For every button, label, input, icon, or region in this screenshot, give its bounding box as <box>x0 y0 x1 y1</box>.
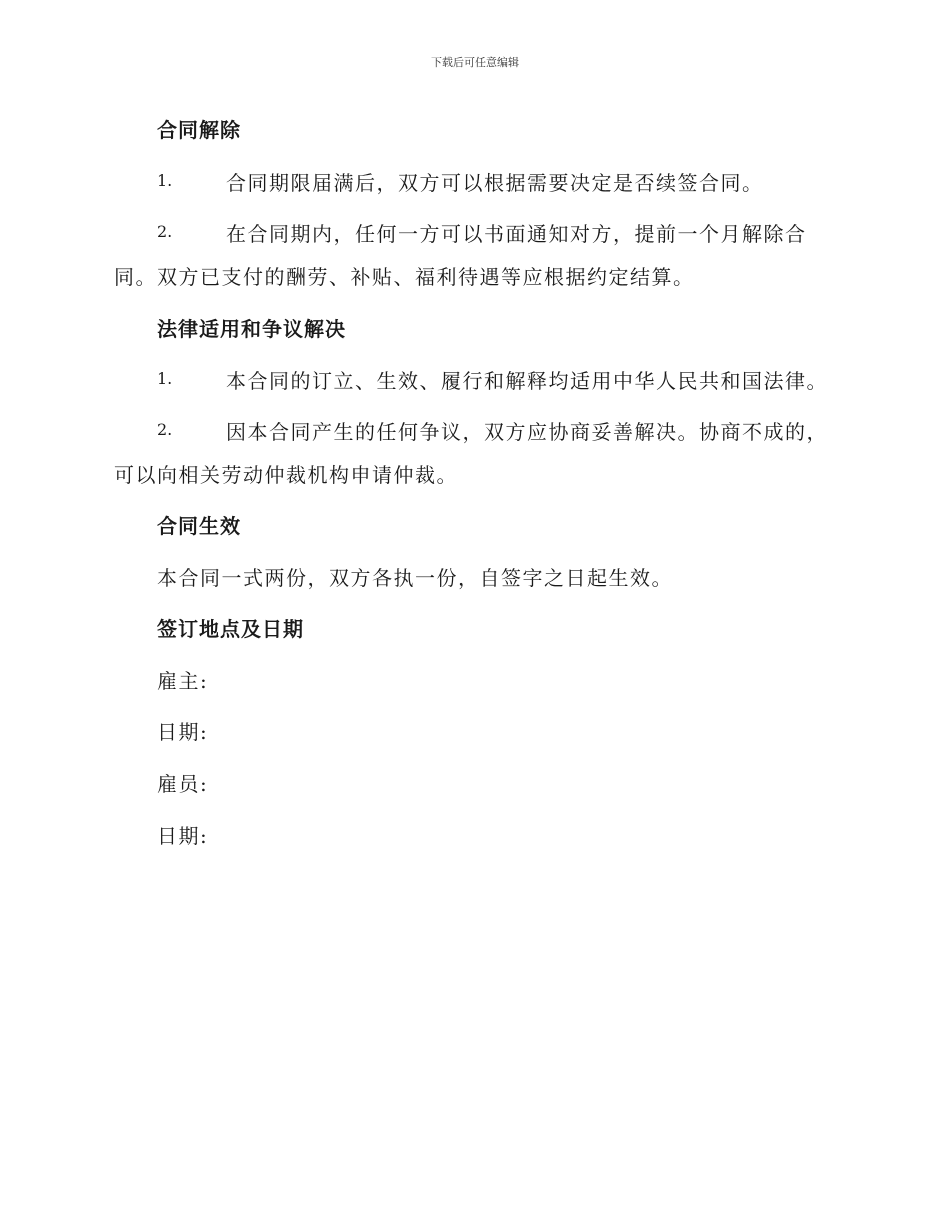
header-note: 下载后可任意编辑 <box>431 56 519 69</box>
section-title-law: 法律适用和争议解决 <box>157 317 346 341</box>
employee-label: 雇员: <box>157 772 209 796</box>
employee-date-label: 日期: <box>157 824 209 848</box>
law-item-2-number: 2. <box>157 420 173 439</box>
section-title-signing: 签订地点及日期 <box>157 617 304 641</box>
law-item-1-number: 1. <box>157 369 173 388</box>
section-title-termination: 合同解除 <box>157 118 241 142</box>
effect-text: 本合同一式两份，双方各执一份，自签字之日起生效。 <box>157 566 673 590</box>
law-item-2-text-line2: 可以向相关劳动仲裁机构申请仲裁。 <box>114 463 458 487</box>
termination-item-2-number: 2. <box>157 222 173 241</box>
termination-item-1-text: 合同期限届满后，双方可以根据需要决定是否续签合同。 <box>226 171 764 195</box>
termination-item-2-text-line1: 在合同期内，任何一方可以书面通知对方，提前一个月解除合 <box>226 222 807 246</box>
employer-label: 雇主: <box>157 669 209 693</box>
section-title-effect: 合同生效 <box>157 514 241 538</box>
termination-item-1-number: 1. <box>157 171 173 190</box>
employer-date-label: 日期: <box>157 720 209 744</box>
law-item-2-text-line1: 因本合同产生的任何争议，双方应协商妥善解决。协商不成的， <box>226 420 828 444</box>
termination-item-2-text-line2: 同。双方已支付的酬劳、补贴、福利待遇等应根据约定结算。 <box>114 265 695 289</box>
law-item-1-text: 本合同的订立、生效、履行和解释均适用中华人民共和国法律。 <box>226 369 828 393</box>
